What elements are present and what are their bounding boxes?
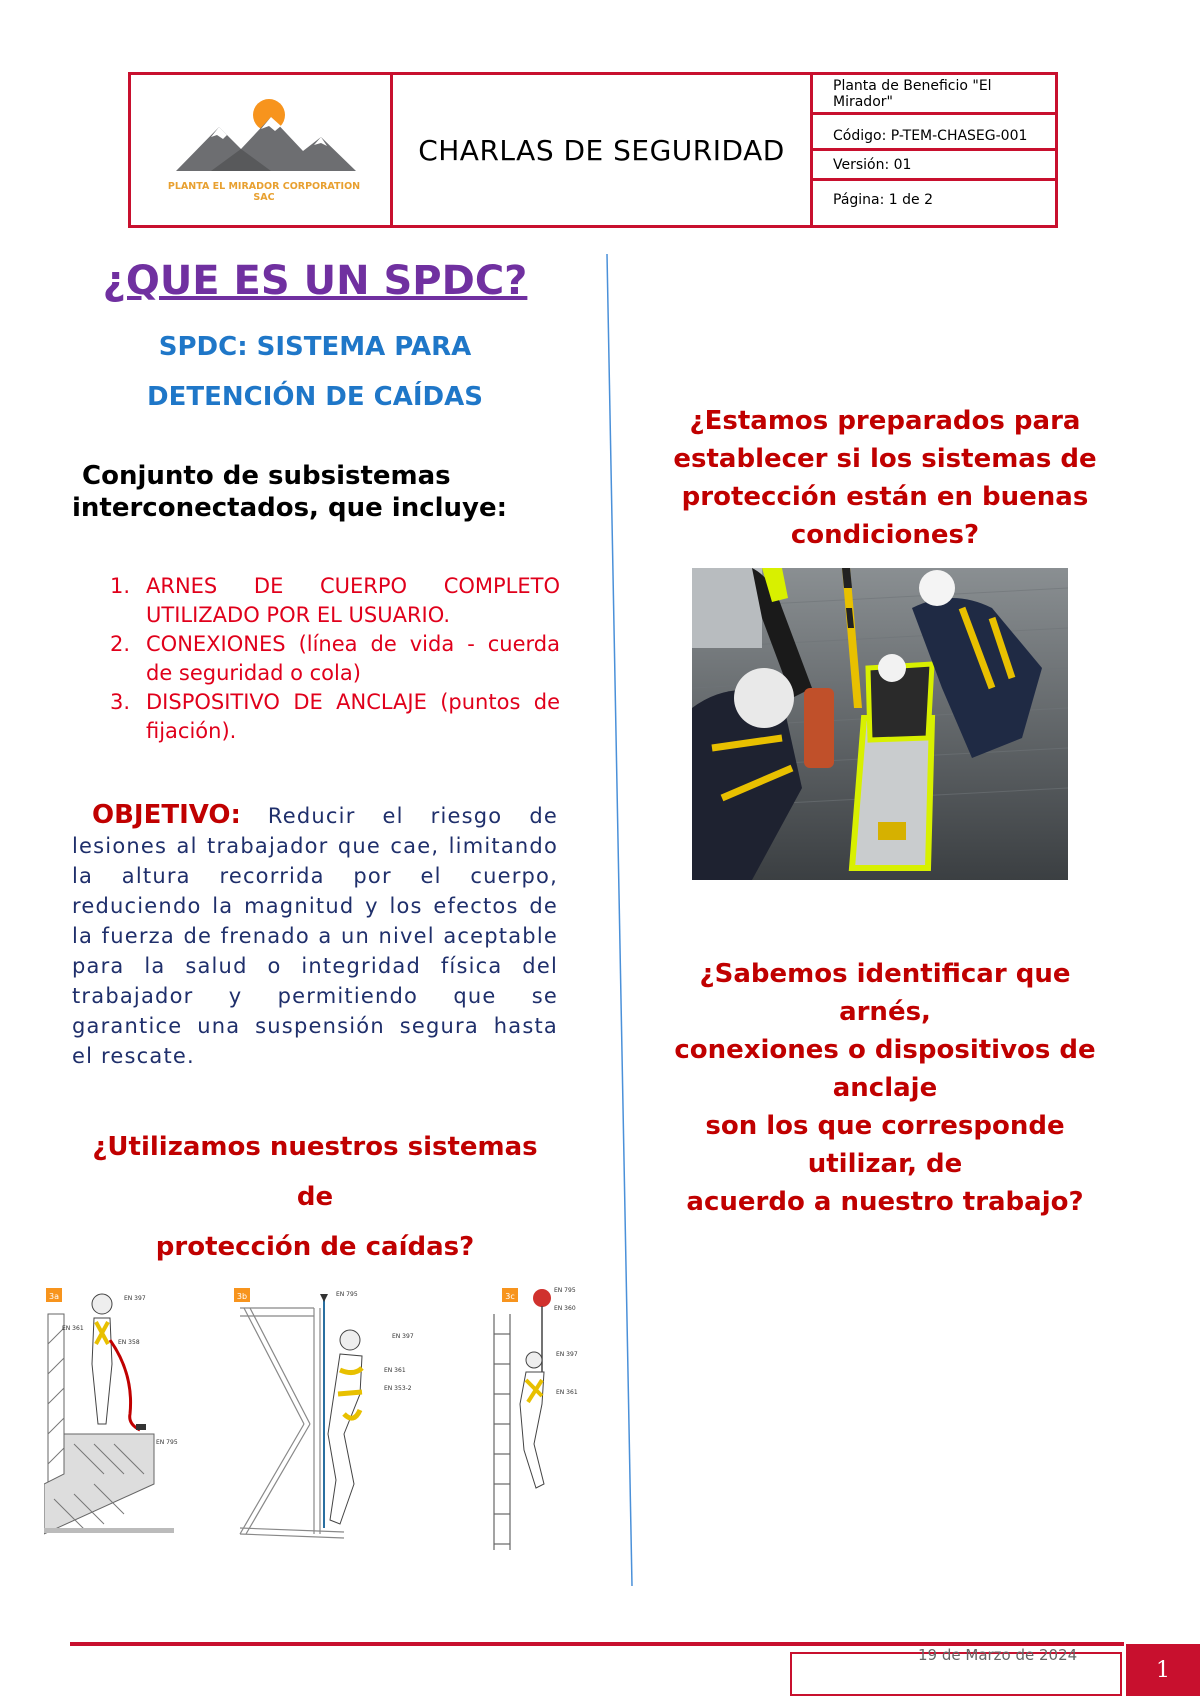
figure-label: EN 795 bbox=[336, 1291, 358, 1298]
question-line: arnés, bbox=[839, 997, 931, 1027]
footer-date: 19 de Marzo de 2024 bbox=[918, 1646, 1078, 1664]
figure-3b bbox=[234, 1288, 414, 1538]
document-header bbox=[128, 72, 1058, 228]
intro-line: Conjunto de subsistemas bbox=[82, 461, 451, 491]
list-item bbox=[100, 572, 560, 630]
figure-3a bbox=[44, 1288, 178, 1534]
list-text: CONEXIONES (línea de vida - cuerda de seguridad o cola) bbox=[146, 632, 560, 685]
objective-label: OBJETIVO: bbox=[92, 800, 241, 830]
list-text: DISPOSITIVO DE ANCLAJE (puntos de fijación). bbox=[146, 690, 560, 743]
meta-cell bbox=[813, 75, 1055, 225]
components-list bbox=[100, 572, 560, 746]
subheading bbox=[60, 322, 570, 422]
question-preparedness: ¿Estamos preparados para establecer si los sistemas de protección están en buenas condiciones? bbox=[673, 406, 1097, 550]
subheading-line: SPDC: SISTEMA PARA bbox=[158, 332, 472, 362]
figure-label: EN 360 bbox=[554, 1305, 576, 1312]
list-number: 1. bbox=[110, 574, 131, 598]
main-heading: ¿QUE ES UN SPDC? bbox=[102, 258, 528, 304]
intro-text bbox=[72, 460, 572, 524]
figure-3c bbox=[494, 1287, 578, 1550]
question-line: anclaje bbox=[832, 1073, 938, 1103]
question-line: de bbox=[296, 1182, 334, 1212]
list-number: 3. bbox=[110, 690, 131, 714]
figure-label: EN 361 bbox=[62, 1325, 84, 1332]
rescue-photo bbox=[692, 568, 1068, 880]
figure-label: EN 795 bbox=[554, 1287, 576, 1294]
question-line: conexiones o dispositivos de bbox=[674, 1035, 1096, 1065]
question-protection bbox=[60, 1122, 570, 1272]
company-logo bbox=[171, 93, 361, 183]
title-cell bbox=[393, 75, 813, 225]
figure-label: EN 361 bbox=[556, 1389, 578, 1396]
fall-protection-figures bbox=[44, 1284, 604, 1554]
logo-cell bbox=[131, 75, 393, 225]
document-version: Versión: 01 bbox=[813, 151, 1055, 181]
subheading-line: DETENCIÓN DE CAÍDAS bbox=[147, 382, 483, 412]
figure-label: EN 358 bbox=[118, 1339, 140, 1346]
document-code: Código: P-TEM-CHASEG-001 bbox=[813, 115, 1055, 151]
question-line: acuerdo a nuestro trabajo? bbox=[686, 1187, 1084, 1217]
list-text: ARNES DE CUERPO COMPLETO UTILIZADO POR EL USUARIO. bbox=[146, 574, 560, 627]
figure-label: EN 353-2 bbox=[384, 1385, 412, 1392]
figure-label: EN 361 bbox=[384, 1367, 406, 1374]
question-line: son los que corresponde bbox=[705, 1111, 1065, 1141]
document-title: CHARLAS DE SEGURIDAD bbox=[418, 133, 785, 167]
figure-tag: 3b bbox=[236, 1292, 248, 1301]
figure-tag: 3a bbox=[49, 1292, 59, 1301]
objective-text: Reducir el riesgo de lesiones al trabajador que cae, limitando la altura recorrida por el cuerpo, reduciendo la magnitud y los efectos de la fuerza de frenado a un nivel aceptable para la salud o integridad física del trabajador y permitiendo que se garantice una suspensión segura hasta el rescate. bbox=[72, 804, 558, 1068]
list-item bbox=[100, 688, 560, 746]
figure-label: EN 397 bbox=[124, 1295, 146, 1302]
figure-tag: 3c bbox=[505, 1292, 515, 1301]
figure-label: EN 397 bbox=[392, 1333, 414, 1340]
question-line: protección de caídas? bbox=[155, 1232, 475, 1262]
list-number: 2. bbox=[110, 632, 131, 656]
figure-label: EN 397 bbox=[556, 1351, 578, 1358]
question-line: ¿Sabemos identificar que bbox=[699, 959, 1071, 989]
question-line: utilizar, de bbox=[807, 1149, 963, 1179]
plant-name: Planta de Beneficio "El Mirador" bbox=[813, 75, 1055, 115]
question-identification bbox=[640, 955, 1130, 1221]
question-line: ¿Utilizamos nuestros sistemas bbox=[92, 1132, 538, 1162]
intro-line: interconectados, que incluye: bbox=[72, 493, 508, 523]
page-indicator: Página: 1 de 2 bbox=[833, 192, 934, 208]
list-item bbox=[100, 630, 560, 688]
figure-label: EN 795 bbox=[156, 1439, 178, 1446]
logo-text: PLANTA EL MIRADOR CORPORATION SAC bbox=[167, 181, 361, 203]
footer-page-number: 1 bbox=[1126, 1644, 1200, 1696]
objective-paragraph bbox=[72, 800, 558, 1071]
